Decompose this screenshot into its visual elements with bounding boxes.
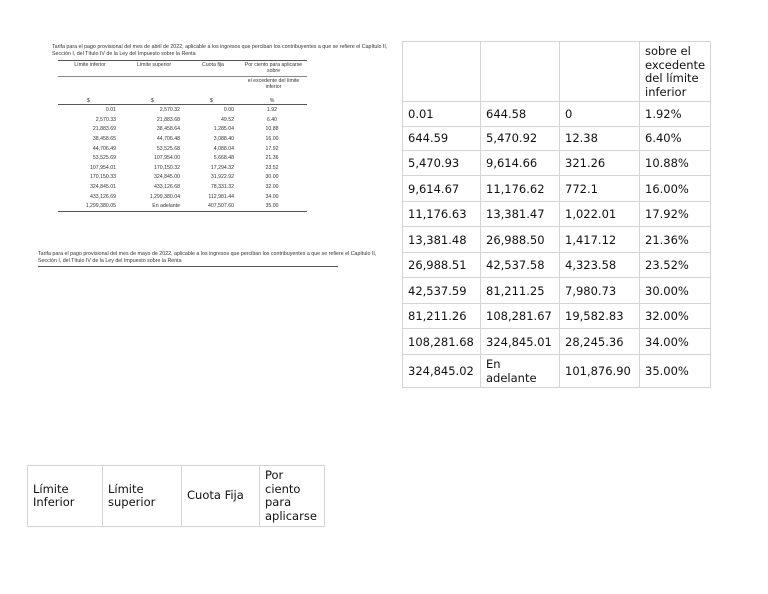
table-cell: 21,883.68 bbox=[156, 116, 180, 123]
table-row bbox=[403, 303, 711, 329]
doc-header-fixed-fee: Cuota fija bbox=[186, 61, 240, 77]
table-cell: 321.26 bbox=[560, 150, 640, 176]
table-cell: 9,614.67 bbox=[403, 176, 481, 202]
table-cell: 35.00% bbox=[640, 354, 711, 387]
table-cell: 38,458.64 bbox=[156, 126, 180, 133]
table-cell: 44,706.48 bbox=[156, 135, 180, 142]
table-row bbox=[58, 125, 307, 135]
table-cell: 12.38 bbox=[560, 126, 640, 150]
table-row bbox=[58, 182, 307, 192]
table-cell: 9,614.66 bbox=[481, 150, 560, 176]
doc-header-upper-limit: Límite superior bbox=[122, 61, 186, 77]
table-row bbox=[58, 173, 307, 183]
table-cell: 49.52 bbox=[221, 116, 234, 123]
scanned-tariff-document bbox=[38, 44, 388, 264]
table-cell: 23.52% bbox=[640, 252, 711, 278]
table-row bbox=[403, 329, 711, 355]
table-cell: 42,537.59 bbox=[403, 278, 481, 304]
table-row bbox=[403, 176, 711, 202]
table-cell: 44,706.49 bbox=[92, 145, 116, 152]
table-cell: 17.92 bbox=[265, 145, 279, 152]
table-row bbox=[403, 126, 711, 150]
table-cell: 1.92 bbox=[240, 105, 307, 115]
table-cell: 31,922.92 bbox=[210, 174, 234, 181]
table-cell: 1,299,380.05 bbox=[58, 201, 122, 211]
table-cell: 42,537.58 bbox=[481, 252, 560, 278]
table-cell: 324,845.01 bbox=[481, 329, 560, 355]
table-cell: 30.00% bbox=[640, 278, 711, 304]
table-header-row bbox=[28, 466, 325, 527]
table-cell: 324,845.01 bbox=[90, 183, 116, 190]
table-row bbox=[403, 201, 711, 227]
header-upper-limit: Límite superior bbox=[103, 466, 182, 527]
header-only-table bbox=[27, 465, 325, 527]
table-header-row bbox=[403, 42, 711, 102]
table-cell: 21,883.69 bbox=[92, 126, 116, 133]
doc-currency: % bbox=[269, 98, 275, 105]
table-row bbox=[58, 144, 307, 154]
table-cell: 3,088.40 bbox=[213, 135, 234, 142]
table-cell: 324,845.02 bbox=[403, 354, 481, 387]
table-cell: 107,954.01 bbox=[90, 164, 116, 171]
doc-currency: $ bbox=[87, 98, 90, 105]
doc-currency: $ bbox=[151, 98, 154, 105]
table-cell: 108,281.67 bbox=[481, 303, 560, 329]
table-cell: 26,988.50 bbox=[481, 227, 560, 253]
header-cell bbox=[560, 42, 640, 102]
table-cell: 2,570.32 bbox=[122, 105, 186, 115]
table-cell: 107,954.00 bbox=[154, 155, 180, 162]
table-cell: 34.00 bbox=[265, 193, 279, 200]
table-cell: 81,211.26 bbox=[403, 303, 481, 329]
table-cell: 101,876.90 bbox=[560, 354, 640, 387]
table-cell: 772.1 bbox=[560, 176, 640, 202]
table-cell: 5,668.48 bbox=[213, 155, 234, 162]
header-cell-percent: sobre el excedente del límite inferior bbox=[640, 42, 711, 102]
doc-subheader: el excedente del límite inferior bbox=[247, 78, 300, 90]
table-row bbox=[58, 115, 307, 125]
document-tariff-table bbox=[58, 60, 307, 212]
table-row bbox=[58, 134, 307, 144]
table-cell: 7,980.73 bbox=[560, 278, 640, 304]
header-cell bbox=[481, 42, 560, 102]
table-cell: 19,582.83 bbox=[560, 303, 640, 329]
table-cell: 28,245.36 bbox=[560, 329, 640, 355]
table-cell: 53,525.68 bbox=[156, 145, 180, 152]
table-cell: 30.00 bbox=[265, 174, 279, 181]
table-cell: 35.00 bbox=[240, 201, 307, 211]
document-caption-top: Tarifa para el pago provisional del mes de abril de 2022, aplicable a los ingresos que perciban los contribuyentes a que se refiere el Capítulo II, Sección I, del Título IV de la Ley del Impuesto sobre la Renta bbox=[52, 44, 388, 57]
table-cell: 6.40 bbox=[266, 116, 278, 123]
table-cell: 0 bbox=[560, 102, 640, 126]
table-cell: 0.01 bbox=[58, 105, 122, 115]
table-cell: 433,126.68 bbox=[154, 183, 180, 190]
table-cell: 21.36 bbox=[265, 155, 279, 162]
doc-header-percent: Por ciento para aplicarse sobre bbox=[240, 61, 307, 77]
table-cell: En adelante bbox=[481, 354, 560, 387]
table-cell: 34.00% bbox=[640, 329, 711, 355]
table-cell: 5,470.92 bbox=[481, 126, 560, 150]
document-caption-bottom: Tarifa para el pago provisional del mes de mayo de 2022, aplicable a los ingresos que perciban los contribuyentes a que se refiere el Capítulo II, Sección I, del Título IV de la Ley del Impuesto sobre la Renta bbox=[38, 251, 377, 264]
header-percent: Por ciento para aplicarse bbox=[260, 466, 325, 527]
table-cell: 32.00 bbox=[265, 183, 279, 190]
table-cell: 112,981.44 bbox=[208, 193, 234, 200]
table-cell: 0.01 bbox=[403, 102, 481, 126]
header-cell bbox=[403, 42, 481, 102]
table-cell: 21.36% bbox=[640, 227, 711, 253]
table-cell: 78,331.32 bbox=[210, 183, 234, 190]
table-cell: 81,211.25 bbox=[481, 278, 560, 304]
table-cell: 53,525.69 bbox=[92, 155, 116, 162]
doc-header-lower-limit: Límite inferior bbox=[58, 61, 122, 77]
table-row bbox=[58, 153, 307, 163]
table-row bbox=[58, 105, 307, 115]
table-cell: 2,570.33 bbox=[95, 116, 116, 123]
table-cell: 170,150.33 bbox=[90, 174, 116, 181]
table-cell: 13,381.47 bbox=[481, 201, 560, 227]
header-lower-limit: Límite Inferior bbox=[28, 466, 103, 527]
table-row bbox=[58, 192, 307, 202]
document-divider bbox=[38, 266, 338, 267]
doc-currency: $ bbox=[210, 98, 213, 105]
table-cell: 17,294.32 bbox=[210, 164, 234, 171]
table-cell: 16.00% bbox=[640, 176, 711, 202]
table-cell: 38,458.65 bbox=[92, 135, 116, 142]
table-cell: 644.59 bbox=[403, 126, 481, 150]
table-row bbox=[403, 252, 711, 278]
table-cell: 10.88 bbox=[265, 126, 279, 133]
table-cell: 23.52 bbox=[265, 164, 279, 171]
table-cell: 17.92% bbox=[640, 201, 711, 227]
table-cell: 11,176.63 bbox=[403, 201, 481, 227]
table-cell: En adelante bbox=[122, 201, 186, 211]
table-cell: 644.58 bbox=[481, 102, 560, 126]
table-cell: 11,176.62 bbox=[481, 176, 560, 202]
table-cell: 32.00% bbox=[640, 303, 711, 329]
table-cell: 1,285.04 bbox=[213, 126, 234, 133]
table-cell: 0.00 bbox=[186, 105, 240, 115]
table-cell: 170,150.32 bbox=[154, 164, 180, 171]
table-cell: 16.00 bbox=[265, 135, 279, 142]
table-cell: 4,323.58 bbox=[560, 252, 640, 278]
table-cell: 6.40% bbox=[640, 126, 711, 150]
table-cell: 108,281.68 bbox=[403, 329, 481, 355]
table-cell: 13,381.48 bbox=[403, 227, 481, 253]
table-row bbox=[58, 201, 307, 211]
table-cell: 1,022.01 bbox=[560, 201, 640, 227]
table-row bbox=[403, 227, 711, 253]
table-row bbox=[403, 278, 711, 304]
table-cell: 407,507.60 bbox=[186, 201, 240, 211]
table-cell: 10.88% bbox=[640, 150, 711, 176]
table-cell: 324,845.00 bbox=[154, 174, 180, 181]
table-cell: 433,126.69 bbox=[90, 193, 116, 200]
extracted-tariff-table bbox=[402, 41, 711, 388]
header-fixed-fee: Cuota Fija bbox=[182, 466, 260, 527]
table-cell: 26,988.51 bbox=[403, 252, 481, 278]
table-cell: 4,088.04 bbox=[213, 145, 234, 152]
table-row bbox=[403, 354, 711, 387]
table-row bbox=[403, 150, 711, 176]
table-row bbox=[58, 163, 307, 173]
table-cell: 5,470.93 bbox=[403, 150, 481, 176]
table-row bbox=[403, 102, 711, 126]
table-cell: 1.92% bbox=[640, 102, 711, 126]
table-cell: 1,417.12 bbox=[560, 227, 640, 253]
table-cell: 1,299,380.04 bbox=[149, 193, 180, 200]
